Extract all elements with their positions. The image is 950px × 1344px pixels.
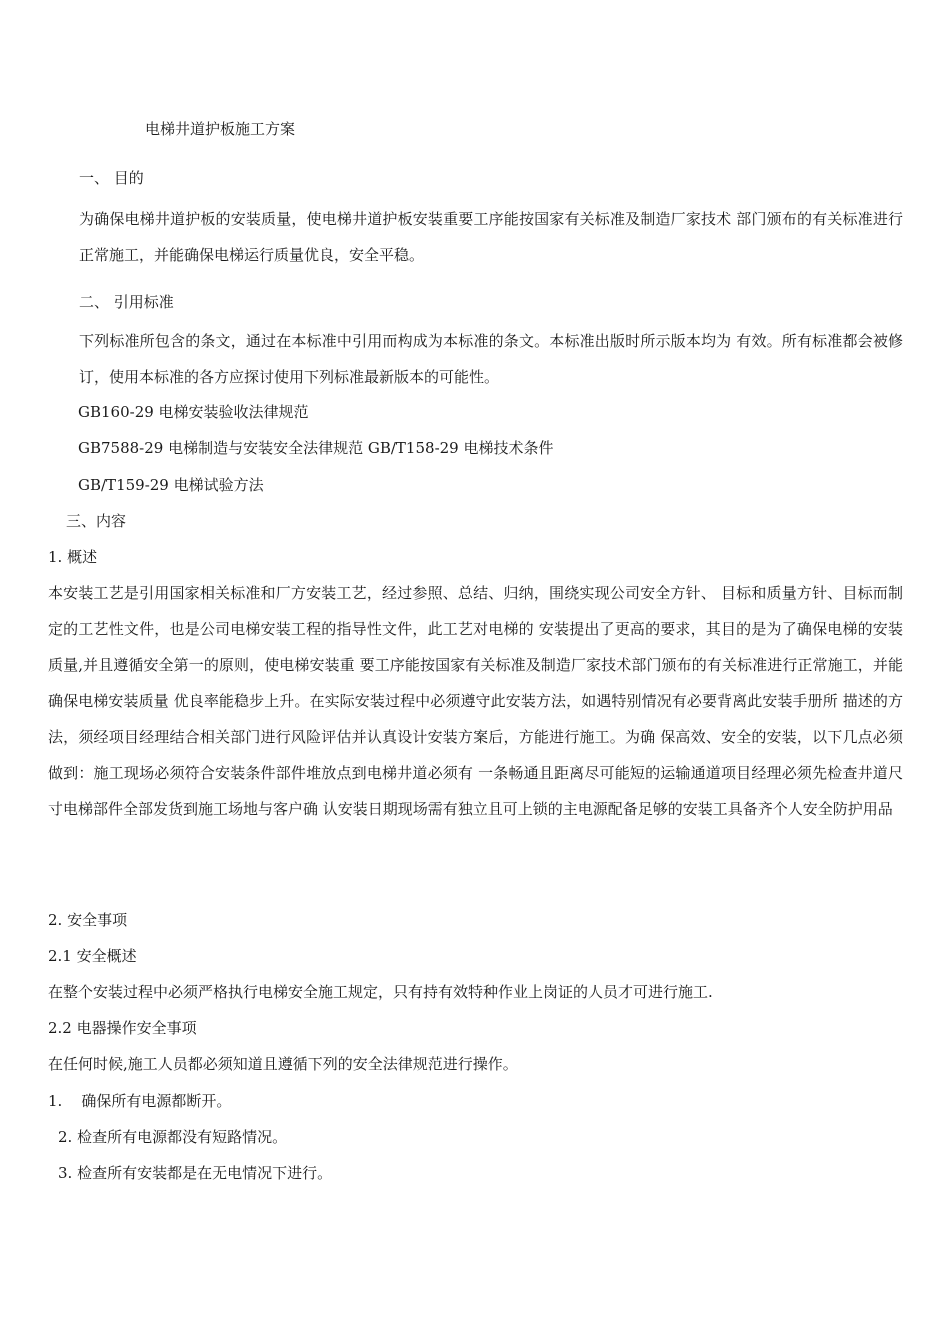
purpose-paragraph: 为确保电梯井道护板的安装质量，使电梯井道护板安装重要工序能按国家有关标准及制造厂家技术 部门颁布的有关标准进行正常施工，并能确保电梯运行质量优良，安全平稳。 [79,210,903,264]
overview-paragraph: 本安装工艺是引用国家相关标准和厂方安装工艺，经过参照、总结、归纳，围绕实现公司安全方针、 目标和质量方针、目标而制定的工艺性文件，也是公司电梯安装工程的指导性文件，此工艺对电梯的 安装提出了更高的要求，其目的是为了确保电梯的安装质量,并且遵循安全第一的原则，使电梯安装重 要工序能按国家有关标准及制造厂家技术部门颁布的有关标准进行正常施工，并能确保电梯安装质量 优良率能稳步上升。在实际安装过程中必须遵守此安装方法，如遇特别情况有必要背离此安装手册所 描述的方法，须经项目经理结合相关部门进行风险评估并认真设计安装方案后，方能进行施工。为确 保高效、安全的安装，以下几点必须做到：施工现场必须符合安装条件部件堆放点到电梯井道必须有 一条畅通且距离尽可能短的运输通道项目经理必须先检查井道尺寸电梯部件全部发货到施工场地与客户确 认安装日期现场需有独立且可上锁的主电源配备足够的安装工具备齐个人安全防护用品 [48,584,903,818]
subsection-heading-electrical-safety: 2.2 电器操作安全事项 [48,1019,197,1037]
subsection-heading-overview: 1. 概述 [48,548,98,566]
document-title: 电梯井道护板施工方案 [145,120,296,138]
section-heading-references: 二、 引用标准 [79,293,174,311]
list-item-1: 1. 确保所有电源都断开。 [48,1092,232,1110]
standard-item-1: GB160-29 电梯安装验收法律规范 [78,403,309,421]
safety-overview-paragraph: 在整个安装过程中必须严格执行电梯安全施工规定，只有持有效特种作业上岗证的人员才可进行施工. [48,983,713,1001]
list-item-2: 2. 检查所有电源都没有短路情况。 [58,1128,288,1146]
subsection-heading-safety-overview: 2.1 安全概述 [48,947,137,965]
electrical-safety-paragraph: 在任何时候,施工人员都必须知道且遵循下列的安全法律规范进行操作。 [48,1055,518,1073]
section-heading-content: 三、内容 [66,512,127,530]
standard-item-2: GB7588-29 电梯制造与安装安全法律规范 GB/T158-29 电梯技术条件 [78,439,554,457]
section-heading-purpose: 一、 目的 [79,169,144,187]
references-paragraph: 下列标准所包含的条文，通过在本标准中引用而构成为本标准的条文。本标准出版时所示版本均为 有效。所有标准都会被修订，使用本标准的各方应探讨使用下列标准最新版本的可能性。 [79,332,903,386]
standard-item-3: GB/T159-29 电梯试验方法 [78,476,264,494]
list-item-3: 3. 检查所有安装都是在无电情况下进行。 [58,1164,333,1182]
subsection-heading-safety: 2. 安全事项 [48,911,128,929]
